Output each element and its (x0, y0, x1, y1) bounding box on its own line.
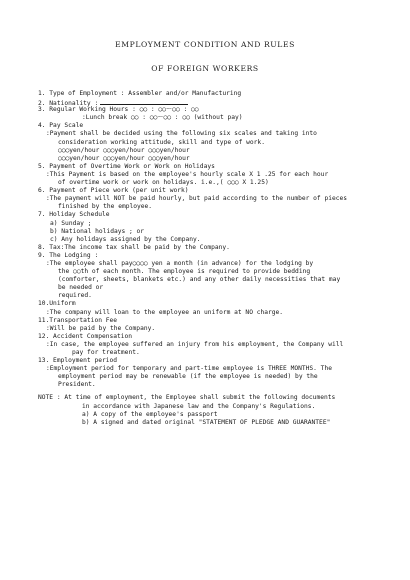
note-text: in accordance with Japanese law and the Company's Regulations. (82, 402, 316, 410)
item-9-text: :The employee shall pay○○○○ yen a month (in advance) for the lodging by (46, 259, 314, 267)
item-3-working-hours: 3. Regular Working Hours : ○○ : ○○～○○ : ○○ (38, 106, 199, 114)
item-9-text: be needed or (58, 284, 104, 292)
item-12-text: :In case, the employee suffered an injury from his employment, the Company will (46, 340, 344, 348)
item-11-text: :Will be paid by the Company. (46, 324, 156, 332)
note-item-pledge: b) A signed and dated original "STATEMENT OF PLEDGE AND GUARANTEE" (82, 418, 331, 426)
document-title-line-2: OF FOREIGN WORKERS (151, 64, 259, 73)
item-4-text: :Payment shall be decided using the following six scales and taking into (46, 130, 317, 138)
item-6-piece-work: 6. Payment of Piece work (per unit work) (38, 187, 189, 195)
item-8-tax: 8. Tax:The income tax shall be paid by the Company. (38, 243, 230, 251)
holiday-national: b) National holidays ; or (50, 227, 145, 235)
item-5-text: of overtime work or work on holidays. i.e.,( ○○○ X 1.25) (58, 179, 269, 187)
item-13-employment-period: 13. Employment period (38, 357, 118, 365)
item-4-text: consideration working attitude, skill and type of work. (58, 138, 265, 146)
note-item-passport: a) A copy of the employee's passport (82, 410, 218, 418)
item-6-text: finished by the employee. (58, 203, 153, 211)
document-title-line-1: EMPLOYMENT CONDITION AND RULES (115, 40, 295, 49)
item-5-text: :This Payment is based on the employee's hourly scale X 1 .25 for each hour (46, 170, 329, 178)
item-13-text: President. (58, 381, 96, 389)
document-body (38, 90, 390, 427)
item-12-accident-compensation: 12. Accident Compensation (38, 332, 133, 340)
note-heading: NOTE : At time of employment, the Employee shall submit the following documents (38, 394, 336, 402)
item-2-nationality (38, 98, 390, 106)
item-11-transportation-fee: 11.Transportation Fee (38, 316, 118, 324)
item-7-holiday-schedule: 7. Holiday Schedule (38, 211, 110, 219)
item-9-text: (comforter, sheets, blankets etc.) and any other daily necessities that may (58, 276, 341, 284)
item-9-text: the ○○th of each month. The employee is required to provide bedding (58, 268, 311, 276)
holiday-company: c) Any holidays assigned by the Company. (50, 235, 201, 243)
nationality-label: 2. Nationality : (38, 100, 99, 108)
item-4-scale-row: ○○○yen/hour ○○○yen/hour ○○○yen/hour (58, 146, 190, 154)
item-6-text: :The payment will NOT be paid hourly, but paid according to the number of pieces (46, 195, 348, 203)
item-3-lunch-break: :Lunch break ○○ : ○○～○○ : ○○ (without pay) (82, 114, 243, 122)
holiday-sunday: a) Sunday ; (50, 219, 92, 227)
item-12-text: pay for treatment. (72, 349, 140, 356)
nationality-blank-line (100, 98, 188, 105)
item-4-scale-row: ○○○yen/hour ○○○yen/hour ○○○yen/hour (58, 154, 190, 162)
item-1-type-of-employment: 1. Type of Employment : Assembler and/or Manufacturing (38, 90, 242, 97)
item-9-text: required. (58, 292, 92, 300)
item-5-overtime: 5. Payment of Overtime Work or Work on Holidays (38, 162, 215, 170)
item-13-text: :Employment period for temporary and part-time employee is THREE MONTHS. The (46, 365, 332, 373)
item-13-text: employment period may be renewable (if the employee is needed) by the (58, 373, 318, 381)
item-10-text: :The company will loan to the employee an uniform at NO charge. (46, 308, 284, 316)
item-9-lodging: 9. The Lodging : (38, 251, 99, 259)
item-4-pay-scale: 4. Pay Scale (38, 122, 84, 130)
item-10-uniform: 10.Uniform (38, 300, 76, 308)
